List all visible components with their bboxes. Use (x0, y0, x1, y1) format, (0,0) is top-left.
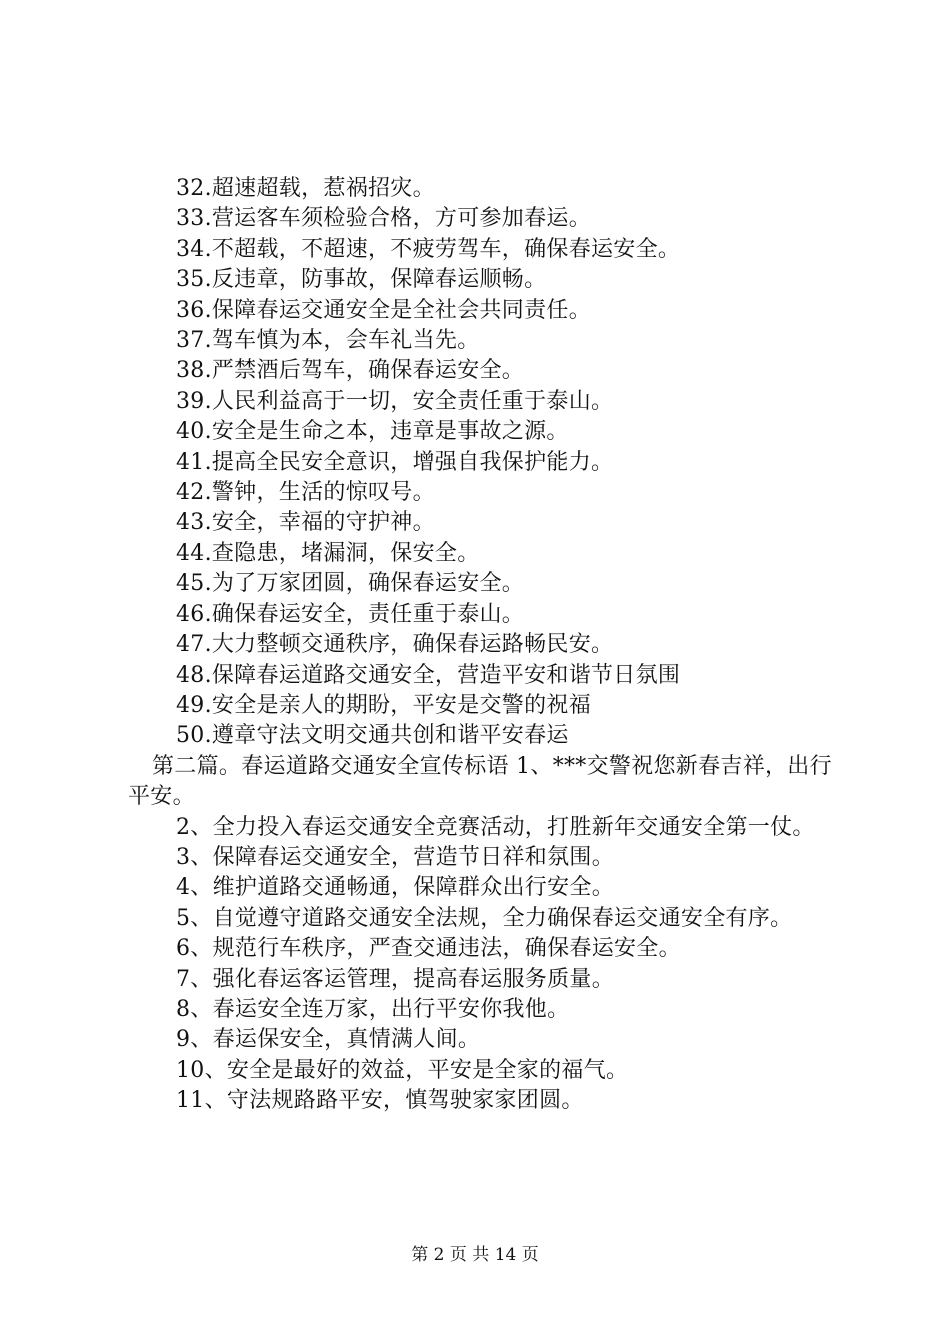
slogan-line: 49.安全是亲人的期盼，平安是交警的祝福 (176, 692, 591, 718)
slogan-line: 43.安全，幸福的守护神。 (176, 510, 435, 536)
slogan-line: 46.确保春运安全，责任重于泰山。 (176, 601, 525, 627)
slogan-line: 32.超速超载，惹祸招灾。 (176, 176, 435, 201)
section-two-item: 6、规范行车秩序，严查交通违法，确保春运安全。 (176, 936, 681, 962)
slogan-line: 50.遵章守法文明交通共创和谐平安春运 (176, 723, 569, 749)
slogan-line: 41.提高全民安全意识，增强自我保护能力。 (176, 449, 614, 475)
slogan-line: 34.不超载，不超速，不疲劳驾车，确保春运安全。 (176, 236, 681, 262)
slogan-line: 44.查隐患，堵漏洞，保安全。 (176, 540, 480, 566)
slogan-line: 35.反违章，防事故，保障春运顺畅。 (176, 267, 547, 293)
section-two-item: 4、维护道路交通畅通，保障群众出行安全。 (176, 875, 614, 901)
slogan-line: 33.营运客车须检验合格，方可参加春运。 (176, 206, 591, 232)
page-footer (0, 1245, 950, 1265)
section-two-item: 10、安全是最好的效益，平安是全家的福气。 (176, 1057, 629, 1083)
slogan-line: 47.大力整顿交通秩序，确保春运路畅民安。 (176, 632, 614, 658)
section-two-item: 9、春运保安全，真情满人间。 (176, 1027, 481, 1053)
section-two-item: 3、保障春运交通安全，营造节日祥和氛围。 (176, 844, 614, 870)
page-number-label: 第 2 页 共 14 页 (411, 1245, 539, 1265)
section-two-item: 2、全力投入春运交通安全竞赛活动，打胜新年交通安全第一仗。 (176, 814, 815, 840)
slogan-line: 42.警钟，生活的惊叹号。 (176, 480, 435, 506)
section-two-item: 8、春运安全连万家，出行平安你我他。 (176, 996, 570, 1022)
section-two-item: 5、自觉遵守道路交通安全法规，全力确保春运交通安全有序。 (176, 905, 793, 931)
slogan-line: 36.保障春运交通安全是全社会共同责任。 (176, 297, 591, 323)
section-two-item: 11、守法规路路平安，慎驾驶家家团圆。 (176, 1088, 584, 1114)
section-two-item: 7、强化春运客运管理，提高春运服务质量。 (176, 966, 614, 992)
slogan-line: 39.人民利益高于一切，安全责任重于泰山。 (176, 388, 614, 414)
section-two-heading: 第二篇。春运道路交通安全宣传标语 1、***交警祝您新春吉祥，出行平安。 (128, 753, 832, 810)
slogan-line: 45.为了万家团圆，确保春运安全。 (176, 571, 525, 597)
page-content (128, 174, 840, 1117)
slogan-line: 38.严禁酒后驾车，确保春运安全。 (176, 358, 525, 384)
slogan-line: 40.安全是生命之本，违章是事故之源。 (176, 419, 569, 445)
slogan-line: 48.保障春运道路交通安全，营造平安和谐节日氛围 (176, 662, 681, 688)
slogan-line: 37.驾车慎为本，会车礼当先。 (176, 328, 480, 354)
